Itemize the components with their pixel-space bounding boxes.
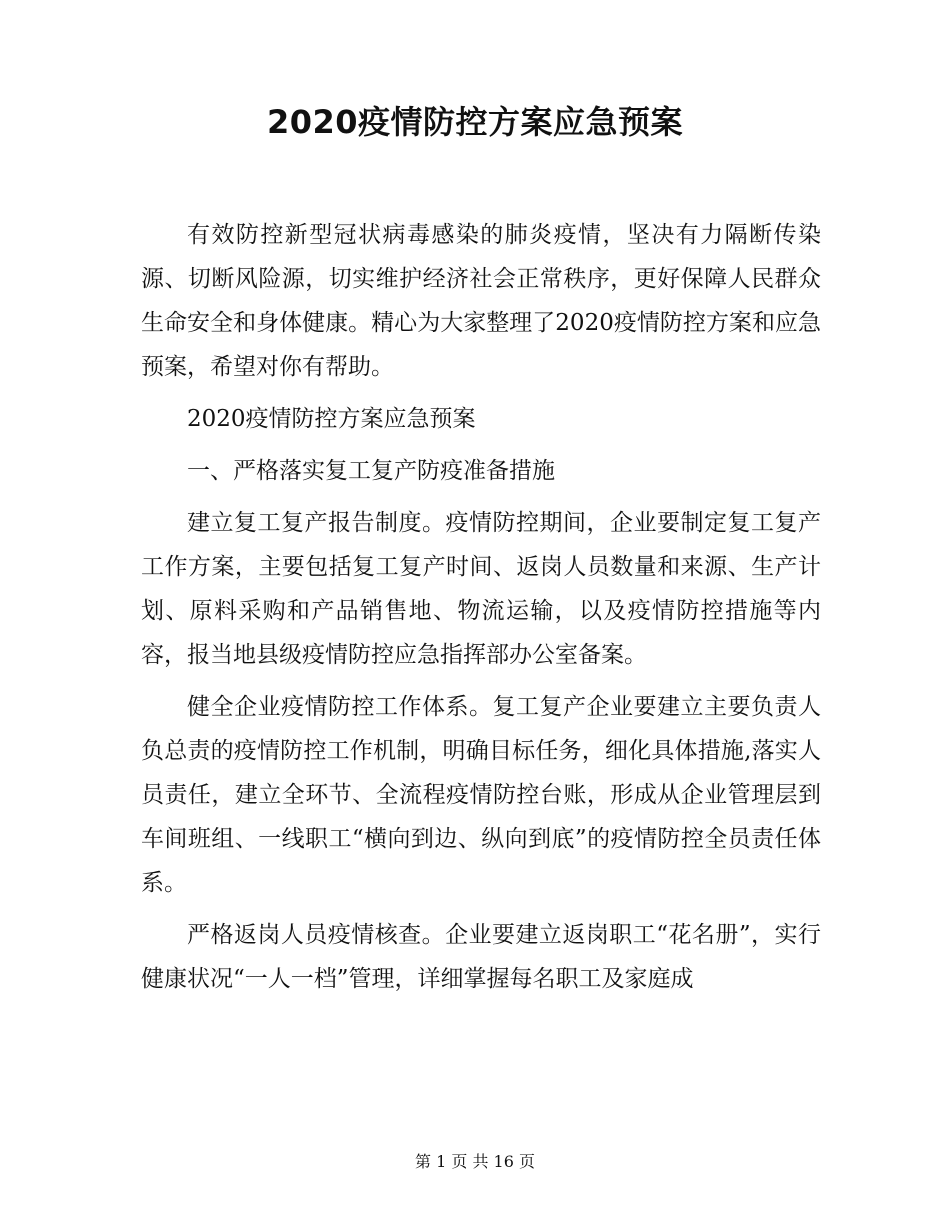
paragraph-intro: 有效防控新型冠状病毒感染的肺炎疫情，坚决有力隔断传染源、切断风险源，切实维护经济社会正常秩序，更好保障人民群众生命安全和身体健康。精心为大家整理了2020疫情防控方案和应急预案，希望对你有帮助。 bbox=[141, 222, 821, 380]
paragraph-prevention-system: 健全企业疫情防控工作体系。复工复产企业要建立主要负责人负总责的疫情防控工作机制，明确目标任务，细化具体措施,落实人员责任，建立全环节、全流程疫情防控台账，形成从企业管理层到车间班组、一线职工“横向到边、纵向到底”的疫情防控全员责任体系。 bbox=[141, 694, 821, 896]
paragraph-staff-check: 严格返岗人员疫情核查。企业要建立返岗职工“花名册”，实行健康状况“一人一档”管理，详细掌握每名职工及家庭成 bbox=[141, 922, 821, 992]
document-title: 2020疫情防控方案应急预案 bbox=[266, 103, 684, 141]
paragraph-report-system: 建立复工复产报告制度。疫情防控期间，企业要制定复工复产工作方案，主要包括复工复产时间、返岗人员数量和来源、生产计划、原料采购和产品销售地、物流运输，以及疫情防控措施等内容，报当地县级疫情防控应急指挥部办公室备案。 bbox=[141, 510, 821, 668]
document-body bbox=[141, 213, 821, 1009]
section-heading-1: 一、严格落实复工复产防疫准备措施 bbox=[187, 458, 555, 484]
page-number-footer: 第 1 页 共 16 页 bbox=[415, 1152, 535, 1171]
paragraph-subtitle: 2020疫情防控方案应急预案 bbox=[187, 406, 476, 432]
